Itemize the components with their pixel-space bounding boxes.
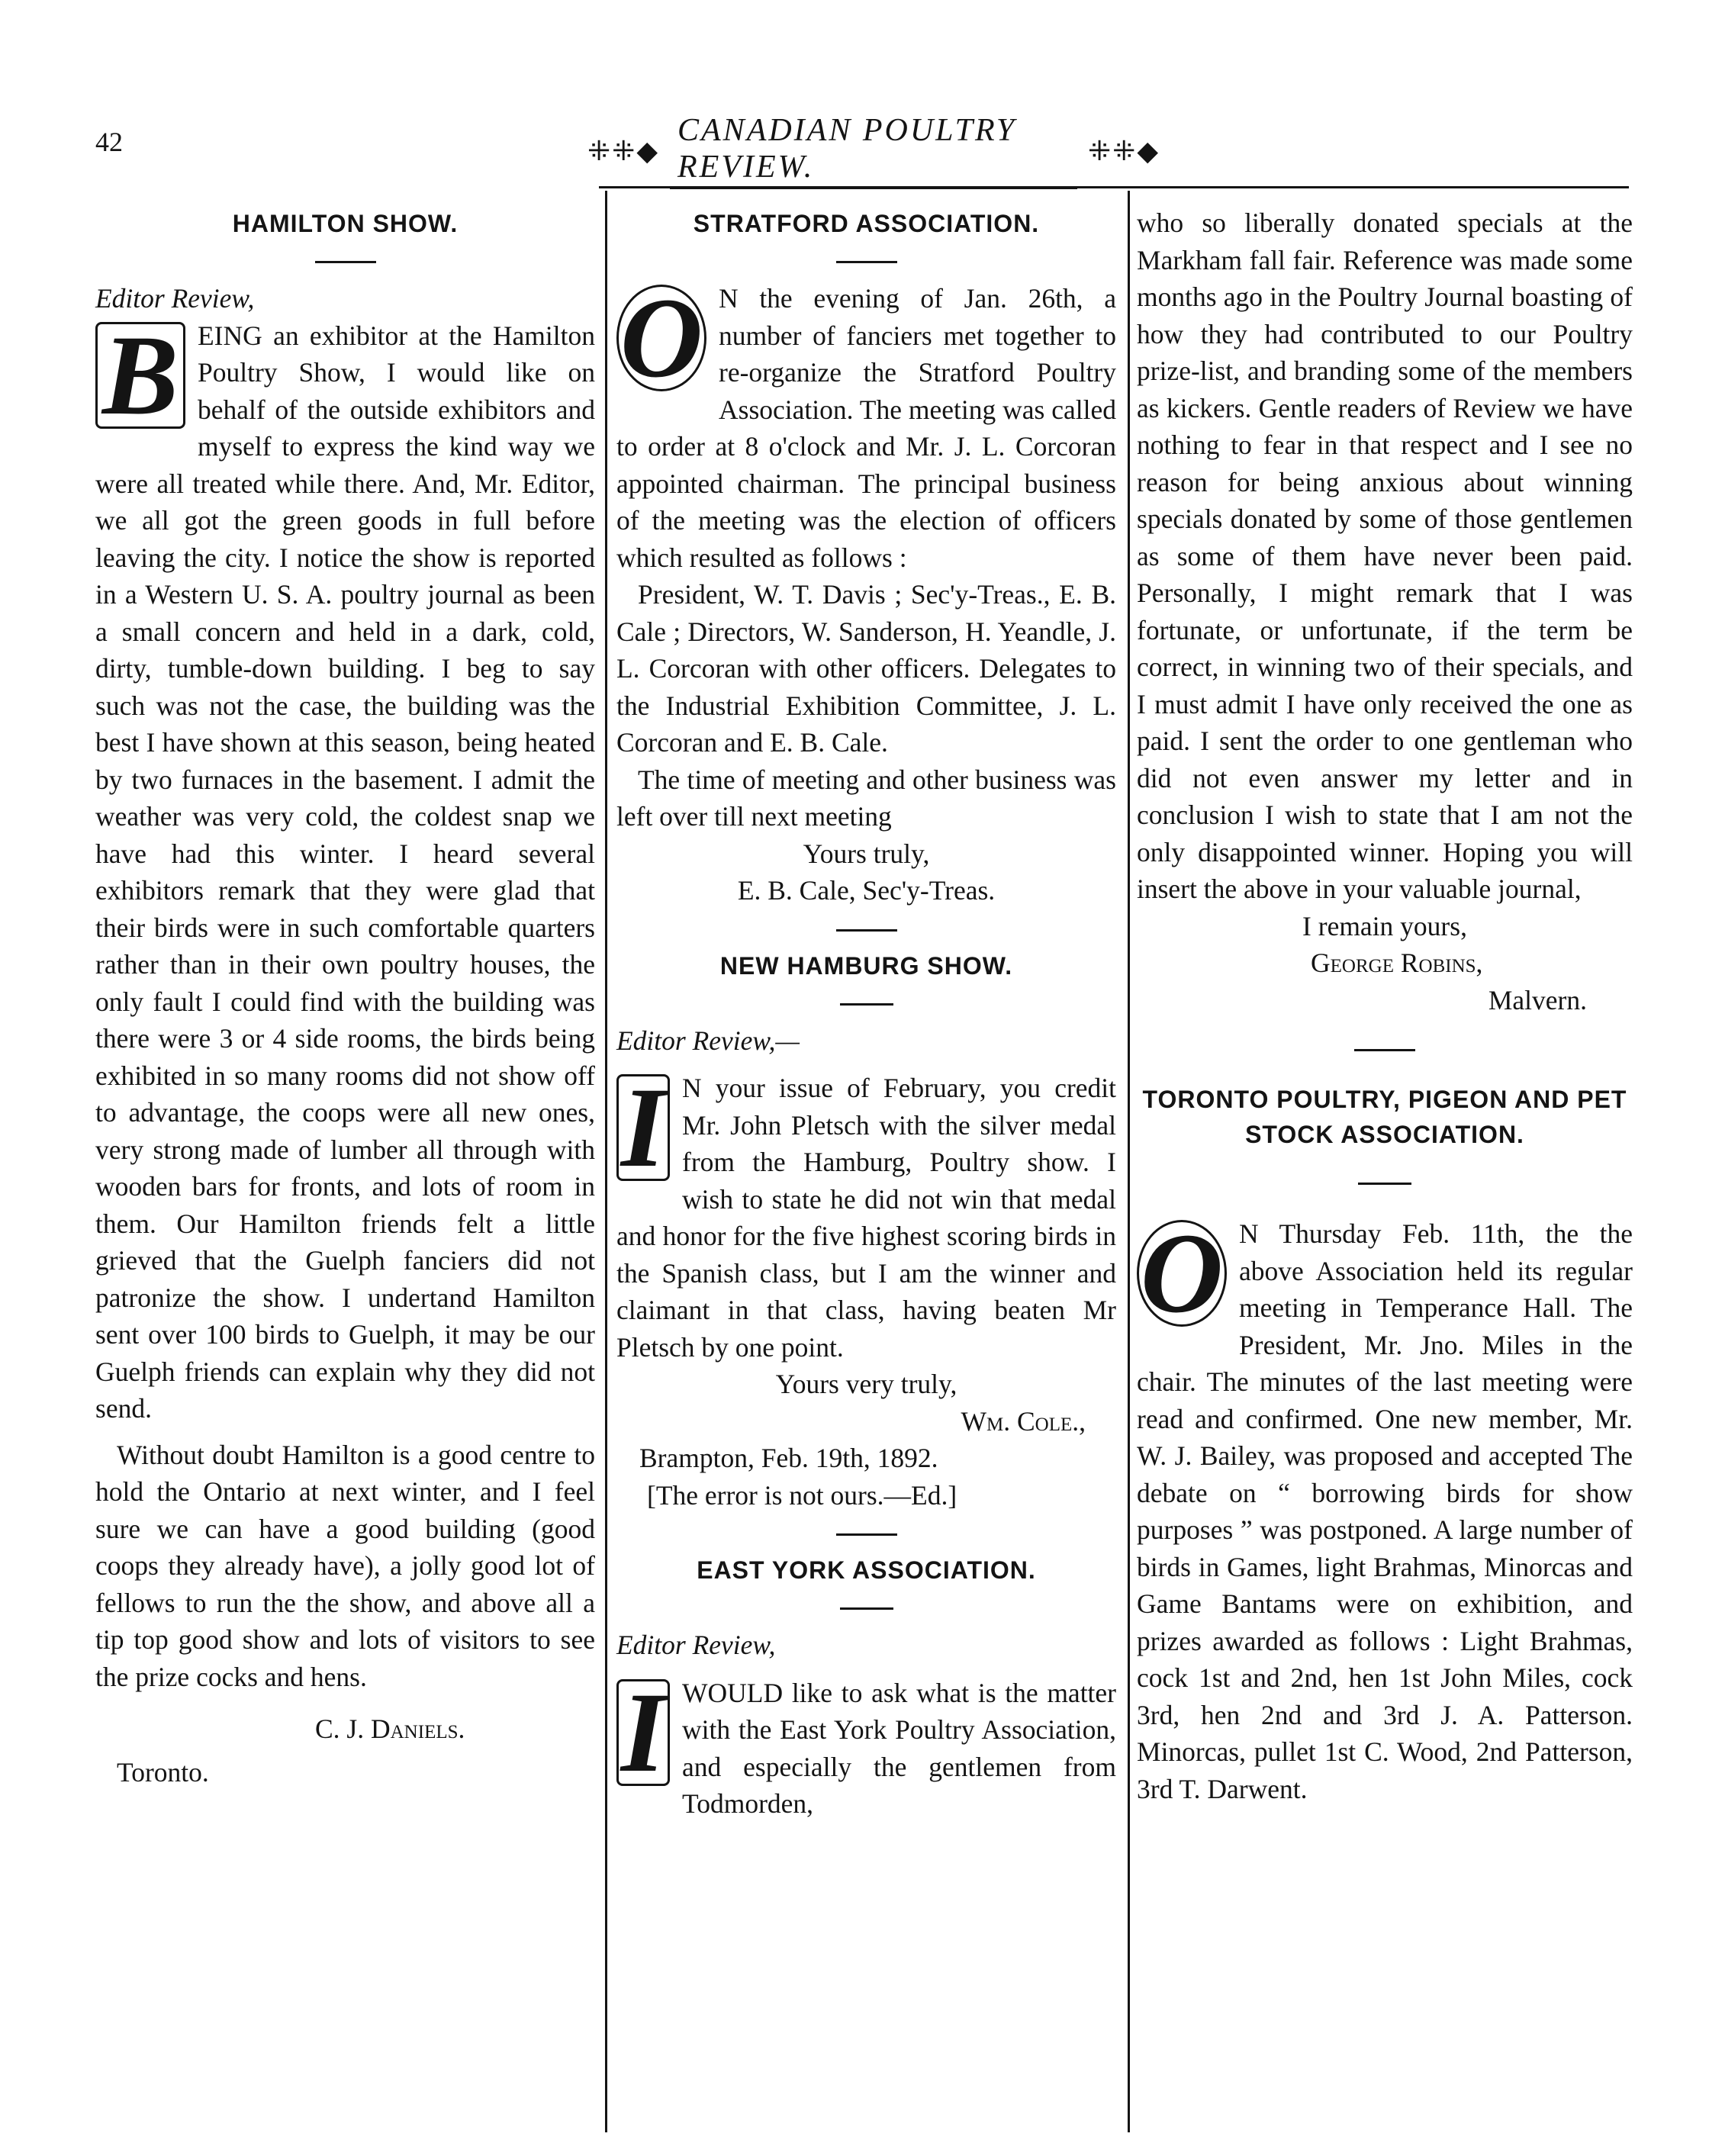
place: Toronto. xyxy=(117,1756,209,1788)
ornament-right-icon: ⁜⁜◆ xyxy=(1087,135,1160,166)
article-heading-hamilton-show: HAMILTON SHOW. xyxy=(232,210,459,237)
salutation: Editor Review, xyxy=(95,283,255,314)
column-1 xyxy=(95,197,595,1791)
column-2 xyxy=(616,197,1116,1823)
page-number: 42 xyxy=(95,127,123,157)
place: Malvern. xyxy=(1488,984,1587,1015)
signature: George Robins, xyxy=(1311,948,1483,978)
closing: Yours truly, xyxy=(803,838,930,869)
drop-cap-i: I xyxy=(616,1679,670,1786)
article-heading-east-york: EAST YORK ASSOCIATION. xyxy=(697,1556,1036,1584)
closing: Yours very truly, xyxy=(775,1369,957,1399)
article-body xyxy=(616,1070,1116,1366)
section-rule xyxy=(836,1533,897,1536)
heading-rule xyxy=(840,1607,893,1610)
column-divider-left xyxy=(605,191,607,2132)
article-body xyxy=(95,317,595,1427)
header-rule xyxy=(599,186,1629,188)
article-body xyxy=(616,1675,1116,1823)
masthead xyxy=(587,114,1160,187)
drop-cap-o: O xyxy=(616,285,706,391)
heading-rule xyxy=(315,261,376,263)
salutation: Editor Review,— xyxy=(616,1025,800,1056)
heading-rule xyxy=(840,1003,893,1006)
signature: Wm. Cole., xyxy=(961,1405,1086,1437)
article-heading-toronto: TORONTO POULTRY, PIGEON AND PET STOCK ASSOCIATION. xyxy=(1142,1086,1627,1148)
paragraph-text: WOULD like to ask what is the matter with the East York Poultry Association, and especially the gentlemen from Todmorden, xyxy=(682,1677,1116,1819)
column-divider-right xyxy=(1128,191,1130,2132)
editor-note: [The error is not ours.—Ed.] xyxy=(647,1479,957,1511)
column-3 xyxy=(1137,204,1633,1807)
section-rule xyxy=(1354,1049,1415,1051)
article-body xyxy=(1137,1215,1633,1807)
signature: E. B. Cale, Sec'y-Treas. xyxy=(737,875,996,906)
paragraph: Without doubt Hamilton is a good centre to hold the Ontario at next winter, and I feel sure we can have a good building (good coops they already have), a jolly good lot of fellows to run the the show, and above all a tip top good show and lots of visitors to see the prize cocks and hens. xyxy=(95,1439,595,1692)
salutation: Editor Review, xyxy=(616,1630,776,1660)
paragraph-text: N the evening of Jan. 26th, a number of fanciers met together to re-organize the Stratford Poultry Association. The meeting was called to order at 8 o'clock and Mr. J. L. Corcoran appointed chairman. The principal business of the meeting was the election of officers which resulted as follows : xyxy=(616,283,1116,573)
paragraph: President, W. T. Davis ; Sec'y-Treas., E. B. Cale ; Directors, W. Sanderson, H. Yeandle, J. L. Corcoran with other officers. Delegates to the Industrial Exhibition Committee, J. L. Corcoran and E. B. Cale. xyxy=(616,579,1116,758)
heading-rule xyxy=(836,261,897,263)
closing: I remain yours, xyxy=(1302,910,1467,941)
masthead-title: CANADIAN POULTRY REVIEW. xyxy=(670,112,1077,189)
article-body xyxy=(616,280,1116,576)
signature: C. J. Daniels. xyxy=(315,1714,465,1744)
article-heading-new-hamburg: NEW HAMBURG SHOW. xyxy=(719,951,1013,980)
paragraph-text: N Thursday Feb. 11th, the the above Association held its regular meeting in Temperance Hall. The President, Mr. Jno. Miles in the chair. The minutes of the last meeting were read and confirmed. One new member, Mr. W. J. Bailey, was proposed and accepted The debate on “ borrowing birds for show purposes ” was postponed. A large number of birds in Games, light Brahmas, Minorcas and Game Bantams were on exhibition, and prizes awarded as follows : Light Brahmas, cock 1st and 2nd, hen 1st John Miles, cock 3rd, hen 2nd and 3rd J. A. Patterson. Minorcas, pullet 1st C. Wood, 2nd Patterson, 3rd T. Darwent. xyxy=(1137,1218,1633,1804)
drop-cap-b: B xyxy=(95,322,185,429)
heading-rule xyxy=(1358,1183,1411,1185)
paragraph-text: N your issue of February, you credit Mr. John Pletsch with the silver medal from the Hamburg, Poultry show. I wish to state he did not win that medal and honor for the five highest scoring birds in the Spanish class, but I am the winner and claimant in that class, having beaten Mr Pletsch by one point. xyxy=(616,1073,1116,1363)
paragraph-text: EING an exhibitor at the Hamilton Poultry Show, I would like on behalf of the outside exhibitors and myself to express the kind way we were all treated while there. And, Mr. Editor, we all got the green goods in full before leaving the city. I notice the show is reported in a Western U. S. A. poultry journal as been a small concern and held in a dark, cold, dirty, tumble-down building. I beg to say such was not the case, the building was the best I have shown at this season, being heated by two furnaces in the basement. I admit the weather was very cold, the coldest snap we have had this winter. I heard several exhibitors remark that they were glad that their birds were in such comfortable quarters rather than in their own poultry houses, the only fault I could find with the building was there were 3 or 4 side rooms, the birds being exhibited in so many rooms did not show off to advantage, the coops were all new ones, very strong made of lumber all through with wooden bars for fronts, and lots of room in them. Our Hamilton friends felt a little grieved that the Guelph fanciers did not patronize the show. I undertand Hamilton sent over 100 birds to Guelph, it may be our Guelph friends can explain why they did not send. xyxy=(95,320,595,1424)
drop-cap-i: I xyxy=(616,1074,670,1181)
paragraph: The time of meeting and other business was left over till next meeting xyxy=(616,764,1116,832)
article-heading-stratford: STRATFORD ASSOCIATION. xyxy=(693,210,1040,237)
paragraph: who so liberally donated specials at the Markham fall fair. Reference was made some months ago in the Poultry Journal boasting of how they had contributed to our Poultry prize-list, and branding some of the members as kickers. Gentle readers of Review we have nothing to fear in that respect and I see no reason for being anxious about winning specials donated by some of those gentlemen as some of them have never been paid. Personally, I might remark that I was fortunate, or unfortunate, if the term be correct, in winning two of their specials, and I must admit I have only received the one as paid. I sent the order to one gentleman who did not even answer my letter and in conclusion I wish to state that I am not the only disappointed winner. Hoping you will insert the above in your valuable journal, xyxy=(1137,208,1633,904)
ornament-left-icon: ⁜⁜◆ xyxy=(587,135,660,166)
dateline: Brampton, Feb. 19th, 1892. xyxy=(639,1443,938,1473)
section-rule xyxy=(836,929,897,932)
drop-cap-o: O xyxy=(1137,1220,1227,1327)
